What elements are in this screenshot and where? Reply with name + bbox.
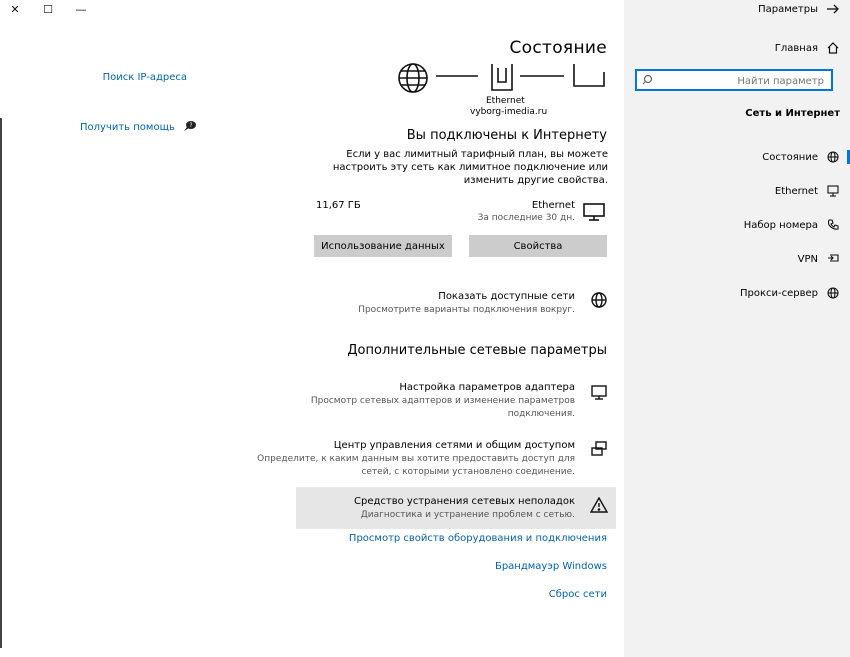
help-icon (183, 120, 197, 135)
ip-search-link[interactable]: Поиск IP-адреса (102, 72, 187, 83)
globe-icon (826, 150, 840, 164)
maximize-button[interactable]: ☐ (43, 2, 53, 16)
show-networks-link[interactable]: Показать доступные сети (438, 291, 575, 302)
connected-description: Если у вас лимитный тарифный план, вы можете настроить эту сеть как лимитное подключение или изменить другие свойства. (332, 149, 608, 186)
sharing-center-link[interactable]: Центр управления сетями и общим доступом (333, 440, 575, 451)
sharing-center-desc-1: Определите, к каким данным вы хотите предоставить доступ для (257, 454, 575, 464)
nav-item-dialup-label: Набор номера (743, 219, 818, 231)
network-globe-icon (590, 291, 608, 312)
network-reset-link[interactable]: Сброс сети (548, 589, 607, 600)
sharing-center-desc-2: сетей, с которыми установлено соединение. (361, 467, 575, 477)
nav-section-title: Сеть и Интернет (745, 108, 840, 119)
nav-item-ethernet[interactable] (775, 184, 840, 198)
ethernet-monitor-icon (582, 202, 606, 225)
nav-item-status-label: Состояние (762, 151, 818, 163)
vpn-icon (826, 252, 840, 266)
minimize-button[interactable]: — (75, 2, 87, 16)
get-help-label: Получить помощь (80, 122, 175, 133)
back-button[interactable] (758, 2, 840, 16)
troubleshooter-row[interactable] (296, 487, 616, 529)
hardware-properties-link[interactable]: Просмотр свойств оборудования и подключения (348, 533, 607, 544)
svg-text:?: ? (189, 122, 193, 129)
firewall-link[interactable]: Брандмауэр Windows (494, 561, 607, 572)
window-title: Параметры (758, 3, 818, 15)
nav-item-vpn[interactable] (798, 252, 840, 266)
adapter-settings-desc-2: подключения. (507, 409, 575, 419)
close-button[interactable]: ✕ (10, 2, 20, 16)
search-input[interactable] (657, 71, 826, 91)
nav-item-vpn-label: VPN (797, 253, 818, 265)
diagram-network-label: vyborg-imedia.ru (470, 107, 548, 117)
usage-amount: 11,67 ГБ (316, 200, 361, 211)
properties-button[interactable]: Свойства (469, 235, 607, 257)
adapter-settings-desc-1: Просмотр сетевых адаптеров и изменение параметров (310, 396, 575, 406)
internet-globe-icon (399, 64, 427, 92)
globe-icon (826, 286, 840, 300)
computer-icon (574, 64, 604, 86)
warning-icon (590, 497, 608, 516)
home-icon (826, 41, 840, 55)
window-edge (0, 118, 2, 648)
connected-heading: Вы подключены к Интернету (406, 128, 607, 143)
adapter-monitor-icon (590, 384, 608, 405)
adapter-settings-link[interactable]: Настройка параметров адаптера (399, 382, 575, 393)
nav-item-ethernet-label: Ethernet (774, 185, 818, 197)
advanced-heading: Дополнительные сетевые параметры (347, 343, 607, 358)
data-usage-button[interactable]: Использование данных (314, 235, 452, 257)
get-help-link[interactable] (80, 120, 197, 135)
search-box[interactable] (635, 69, 833, 91)
usage-period: За последние 30 дн. (477, 213, 575, 223)
diagram-adapter-label: Ethernet (486, 96, 525, 106)
nav-home[interactable] (775, 41, 840, 55)
nav-item-proxy-label: Прокси-сервер (739, 287, 818, 299)
usage-adapter-name: Ethernet (531, 200, 575, 211)
connection-diagram (396, 62, 608, 94)
phone-icon (826, 218, 840, 232)
arrow-right-icon (826, 2, 840, 16)
troubleshooter-link[interactable]: Средство устранения сетевых неполадок (353, 496, 575, 507)
search-icon (642, 74, 653, 88)
show-networks-desc: Просмотрите варианты подключения вокруг. (358, 305, 575, 315)
nav-item-proxy[interactable] (740, 286, 840, 300)
ethernet-port-icon (492, 64, 512, 90)
nav-pane (624, 0, 850, 657)
page-title: Состояние (509, 38, 607, 58)
monitor-icon (826, 184, 840, 198)
nav-item-status[interactable] (762, 150, 840, 164)
troubleshooter-desc: Диагностика и устранение проблем с сетью. (360, 510, 575, 520)
nav-home-label: Главная (774, 42, 818, 54)
nav-item-dialup[interactable] (744, 218, 840, 232)
sharing-center-icon (590, 440, 608, 461)
